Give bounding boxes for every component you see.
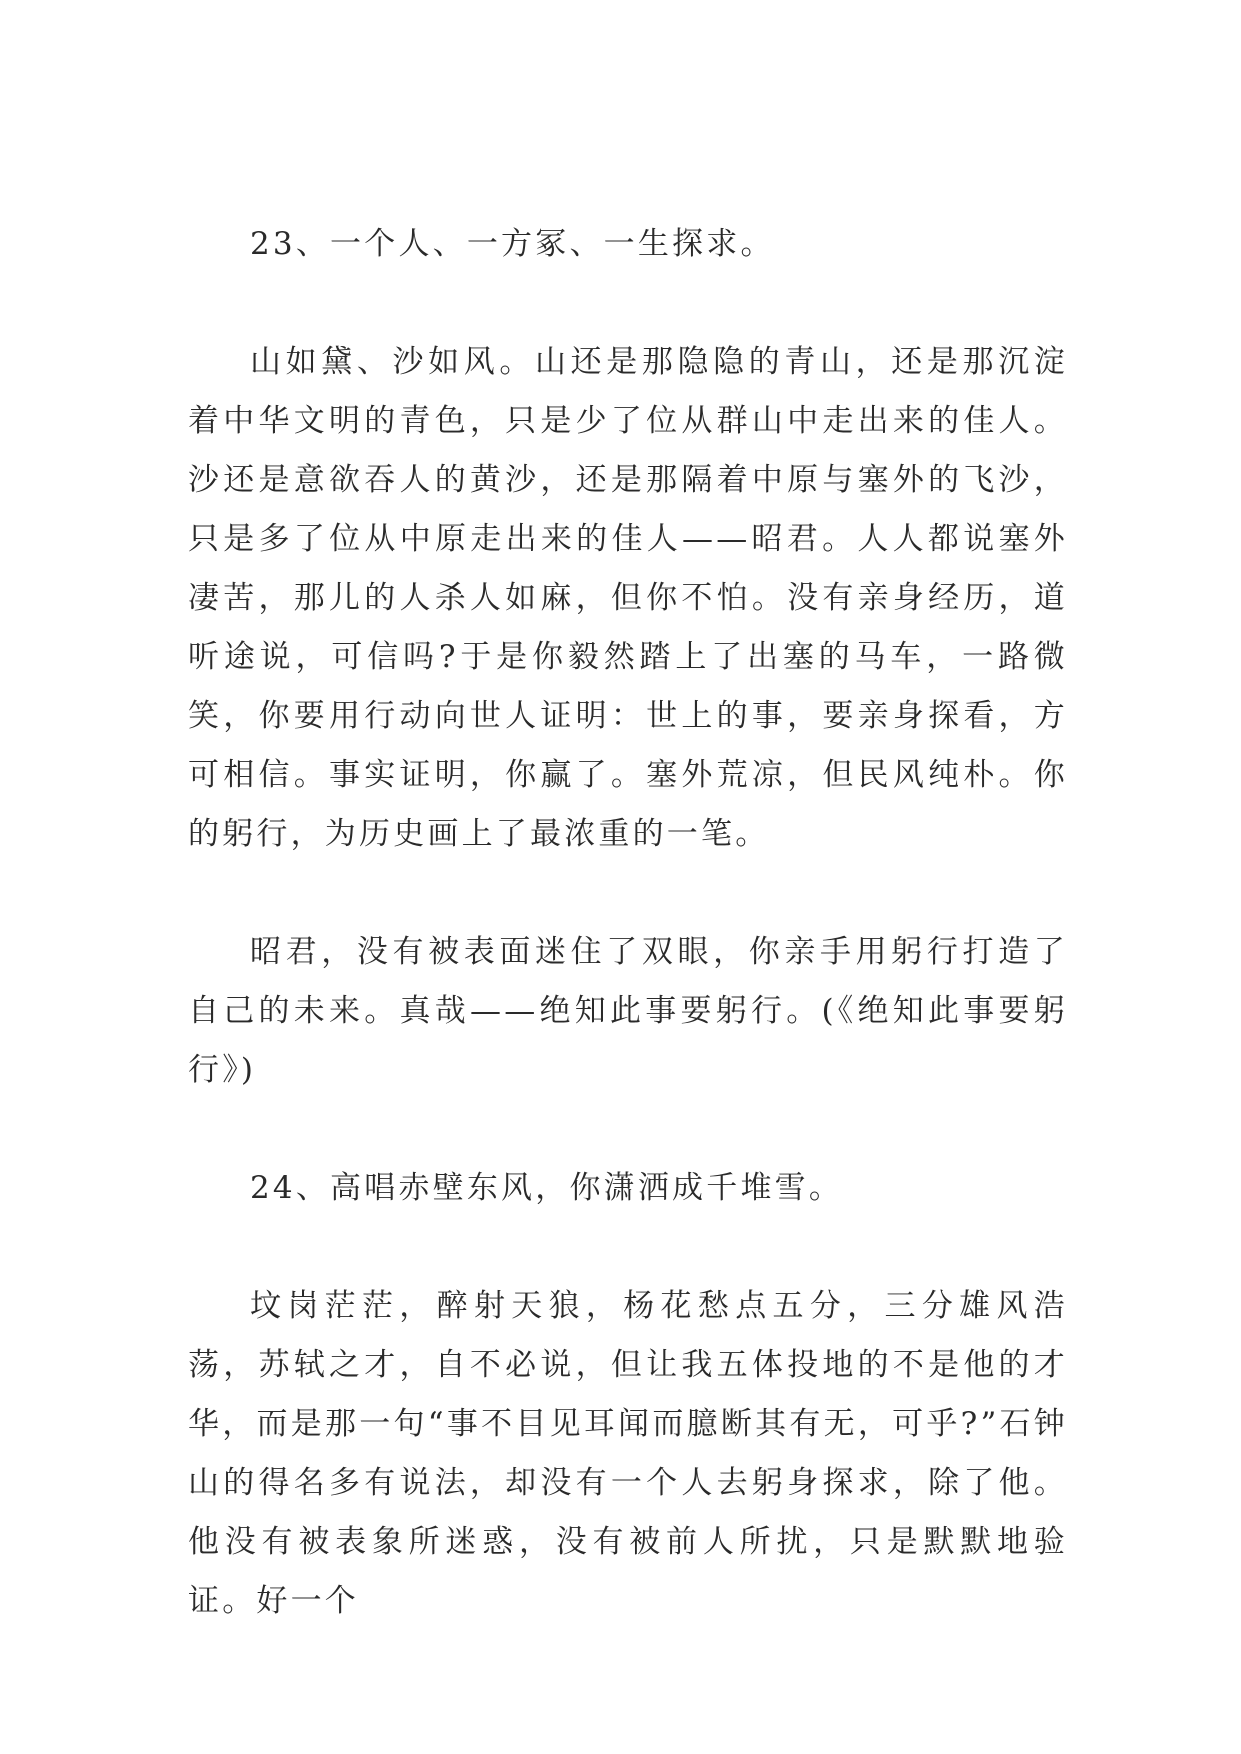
paragraph-sushi-story: 坟岗茫茫，醉射天狼，杨花愁点五分，三分雄风浩荡，苏轼之才，自不必说，但让我五体投地的不是他的才华，而是那一句“事不目见耳闻而臆断其有无，可乎?”石钟山的得名多有说法，却没有一个人去躬身探求，除了他。他没有被表象所迷惑，没有被前人所扰，只是默默地验证。好一个 [188, 1288, 1068, 1619]
paragraph-heading-23: 23、一个人、一方冢、一生探求。 [250, 226, 775, 262]
paragraph-heading-24: 24、高唱赤壁东风，你潇洒成千堆雪。 [250, 1170, 844, 1206]
document-body [188, 215, 1068, 1631]
paragraph-zhaojun-story: 山如黛、沙如风。山还是那隐隐的青山，还是那沉淀着中华文明的青色，只是少了位从群山中走出来的佳人。沙还是意欲吞人的黄沙，还是那隔着中原与塞外的飞沙，只是多了位从中原走出来的佳人——昭君。人人都说塞外凄苦，那儿的人杀人如麻，但你不怕。没有亲身经历，道听途说，可信吗?于是你毅然踏上了出塞的马车，一路微笑，你要用行动向世人证明：世上的事，要亲身探看，方可相信。事实证明，你赢了。塞外荒凉，但民风纯朴。你的躬行，为历史画上了最浓重的一笔。 [188, 344, 1068, 852]
paragraph-zhaojun-conclusion: 昭君，没有被表面迷住了双眼，你亲手用躬行打造了自己的未来。真哉——绝知此事要躬行。(《绝知此事要躬行》) [188, 934, 1068, 1088]
